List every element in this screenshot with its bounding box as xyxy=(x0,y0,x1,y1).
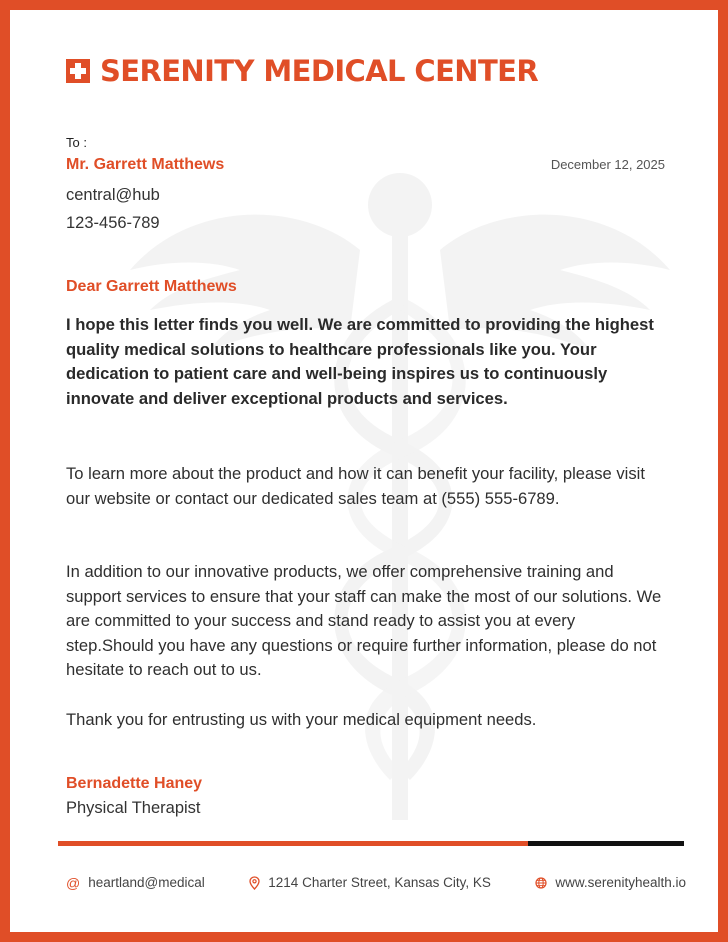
recipient-phone: 123-456-789 xyxy=(66,214,160,232)
footer-address xyxy=(249,875,491,890)
body-paragraph-closing: Thank you for entrusting us with your medical equipment needs. xyxy=(66,710,537,729)
organization-name: SERENITY MEDICAL CENTER xyxy=(100,54,539,88)
body-paragraph-services: In addition to our innovative products, we offer comprehensive training and support services to ensure that your staff can make the most of our solutions. We are committed to your success and stand ready to assist you at every step.Should you have any questions or require further information, please do not hesitate to reach out to us. xyxy=(66,562,662,680)
body-paragraph-intro: I hope this letter finds you well. We are committed to providing the highest quality medical solutions to healthcare professionals like you. Your dedication to patient care and well-being inspires us to continuously innovate and deliver exceptional products and services. xyxy=(66,315,654,408)
body-paragraph-contact: To learn more about the product and how it can benefit your facility, please visit our website or contact our dedicated sales team at (555) 555-6789. xyxy=(66,464,645,508)
letter-date: December 12, 2025 xyxy=(550,157,665,172)
footer-divider xyxy=(58,841,684,846)
to-label: To : xyxy=(66,135,87,150)
divider-dark-segment xyxy=(528,841,684,846)
signer-title: Physical Therapist xyxy=(66,799,201,817)
footer-website-text: www.serenityhealth.io xyxy=(555,875,686,890)
footer-website[interactable] xyxy=(535,875,686,890)
at-icon: @ xyxy=(66,874,81,891)
map-pin-icon xyxy=(249,876,260,890)
footer-address-text: 1214 Charter Street, Kansas City, KS xyxy=(268,875,491,890)
footer-email-text: heartland@medical xyxy=(88,875,205,890)
recipient-email: central@hub xyxy=(66,186,160,204)
letterhead xyxy=(66,54,538,88)
recipient-name: Mr. Garrett Matthews xyxy=(66,156,225,173)
signer-name: Bernadette Haney xyxy=(66,775,203,792)
salutation: Dear Garrett Matthews xyxy=(66,278,237,295)
globe-icon xyxy=(535,877,547,889)
medical-cross-icon xyxy=(66,59,90,83)
footer-contact xyxy=(66,875,686,890)
footer-email[interactable] xyxy=(66,875,205,890)
divider-accent-segment xyxy=(58,841,528,846)
